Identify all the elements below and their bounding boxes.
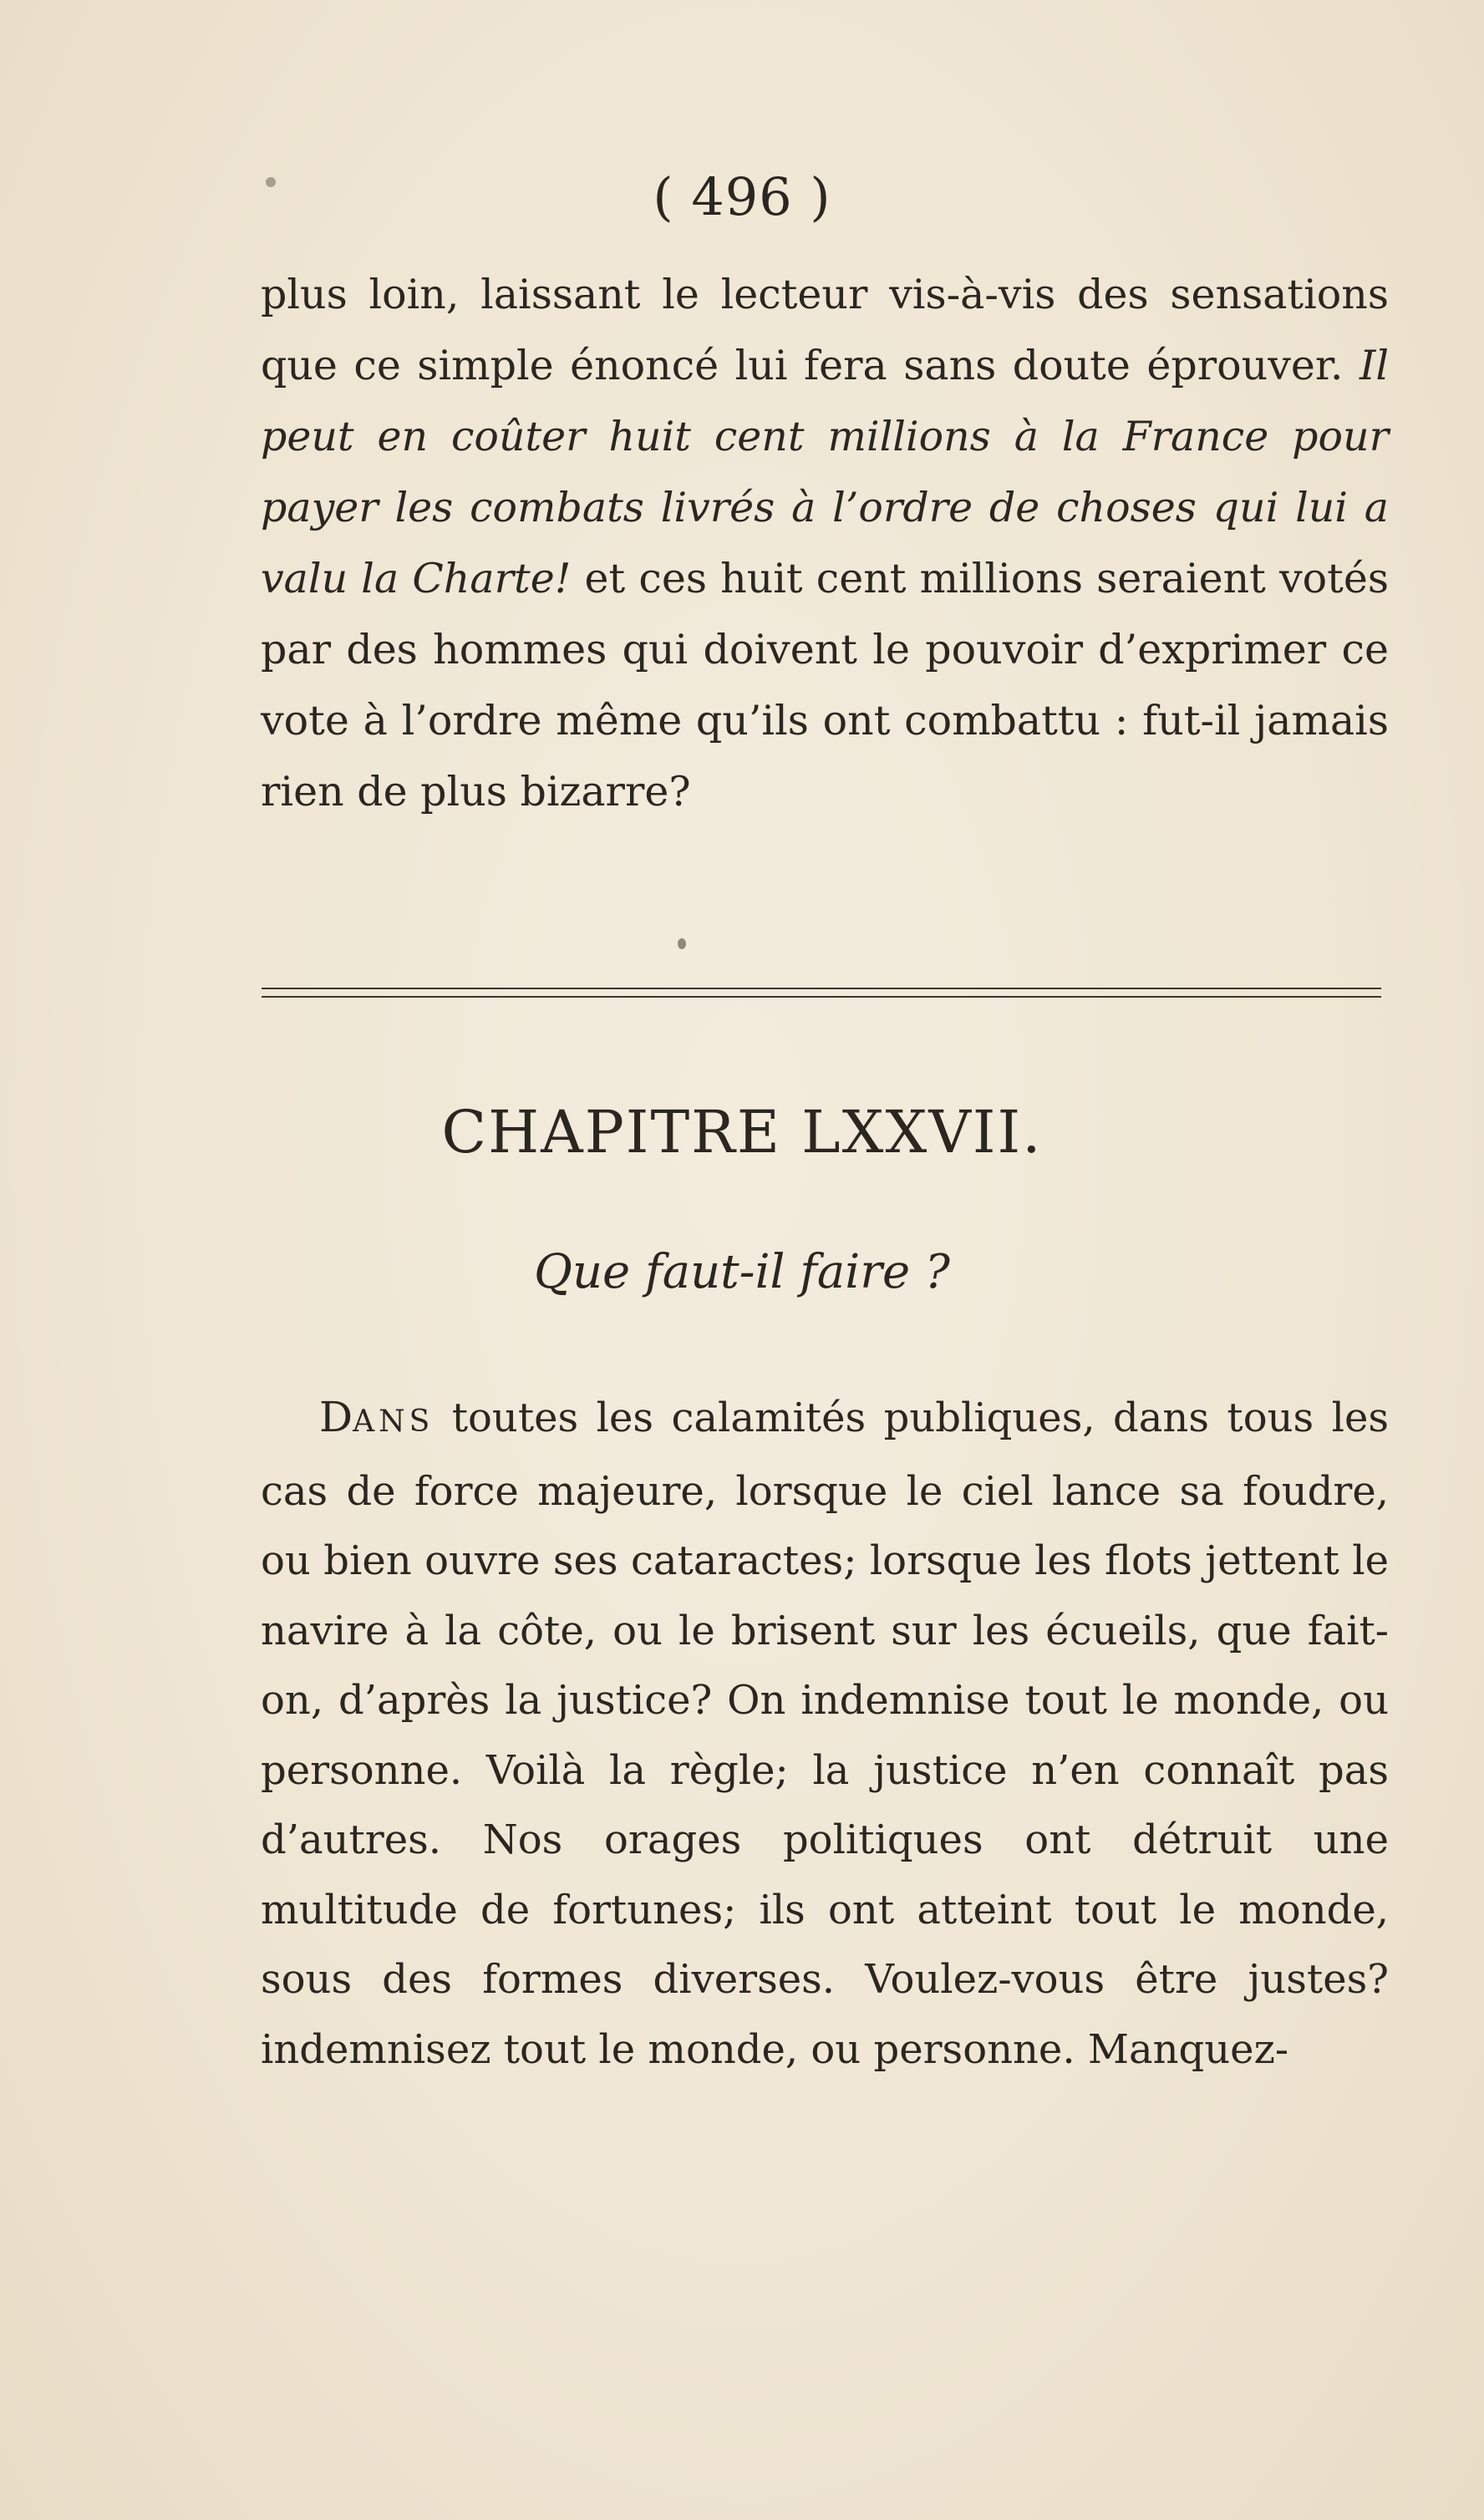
chapter-body xyxy=(261,1383,1389,2085)
ink-speck xyxy=(678,938,686,949)
chapter-subtitle: Que faut-il faire ? xyxy=(534,1245,950,1299)
top-paragraph xyxy=(261,259,1389,827)
opening-capital: D xyxy=(319,1393,353,1441)
page-number: ( 496 ) xyxy=(653,166,831,227)
paragraph-italic-phrase: Il peut en coûter huit cent millions à la France pour payer les combats livrés à l’ordre de choses qui lui a valu la Charte! xyxy=(261,342,1390,602)
opening-smallcaps: ANS xyxy=(353,1405,435,1439)
section-divider-line xyxy=(262,988,1381,989)
chapter-body-text: toutes les calamités publiques, dans tous les cas de force majeure, lorsque le ciel lance sa foudre, ou bien ouvre ses cataractes; lorsque les flots jettent le navire à la côte, ou le brisent sur les écueils, que fait-on, d’après la justice? On indemnise tout le monde, ou personne. Voilà la règle; la justice n’en connaît pas d’autres. Nos orages politiques ont détruit une multitude de fortunes; ils ont atteint tout le monde, sous des formes diverses. Voulez-vous être justes? indemnisez tout le monde, ou personne. Manquez- xyxy=(261,1395,1389,2073)
chapter-title: CHAPITRE LXXVII. xyxy=(441,1098,1043,1166)
section-divider-line xyxy=(262,996,1381,998)
paragraph-intro: plus loin, laissant le lecteur vis-à-vis des sensations que ce simple énoncé lui fera sans doute éprouver. xyxy=(261,271,1389,389)
paragraph-rest: et ces huit cent millions seraient votés par des hommes qui doivent le pouvoir d’exprimer ce vote à l’ordre même qu’ils ont combattu : fut-il jamais rien de plus bizarre? xyxy=(261,555,1389,815)
